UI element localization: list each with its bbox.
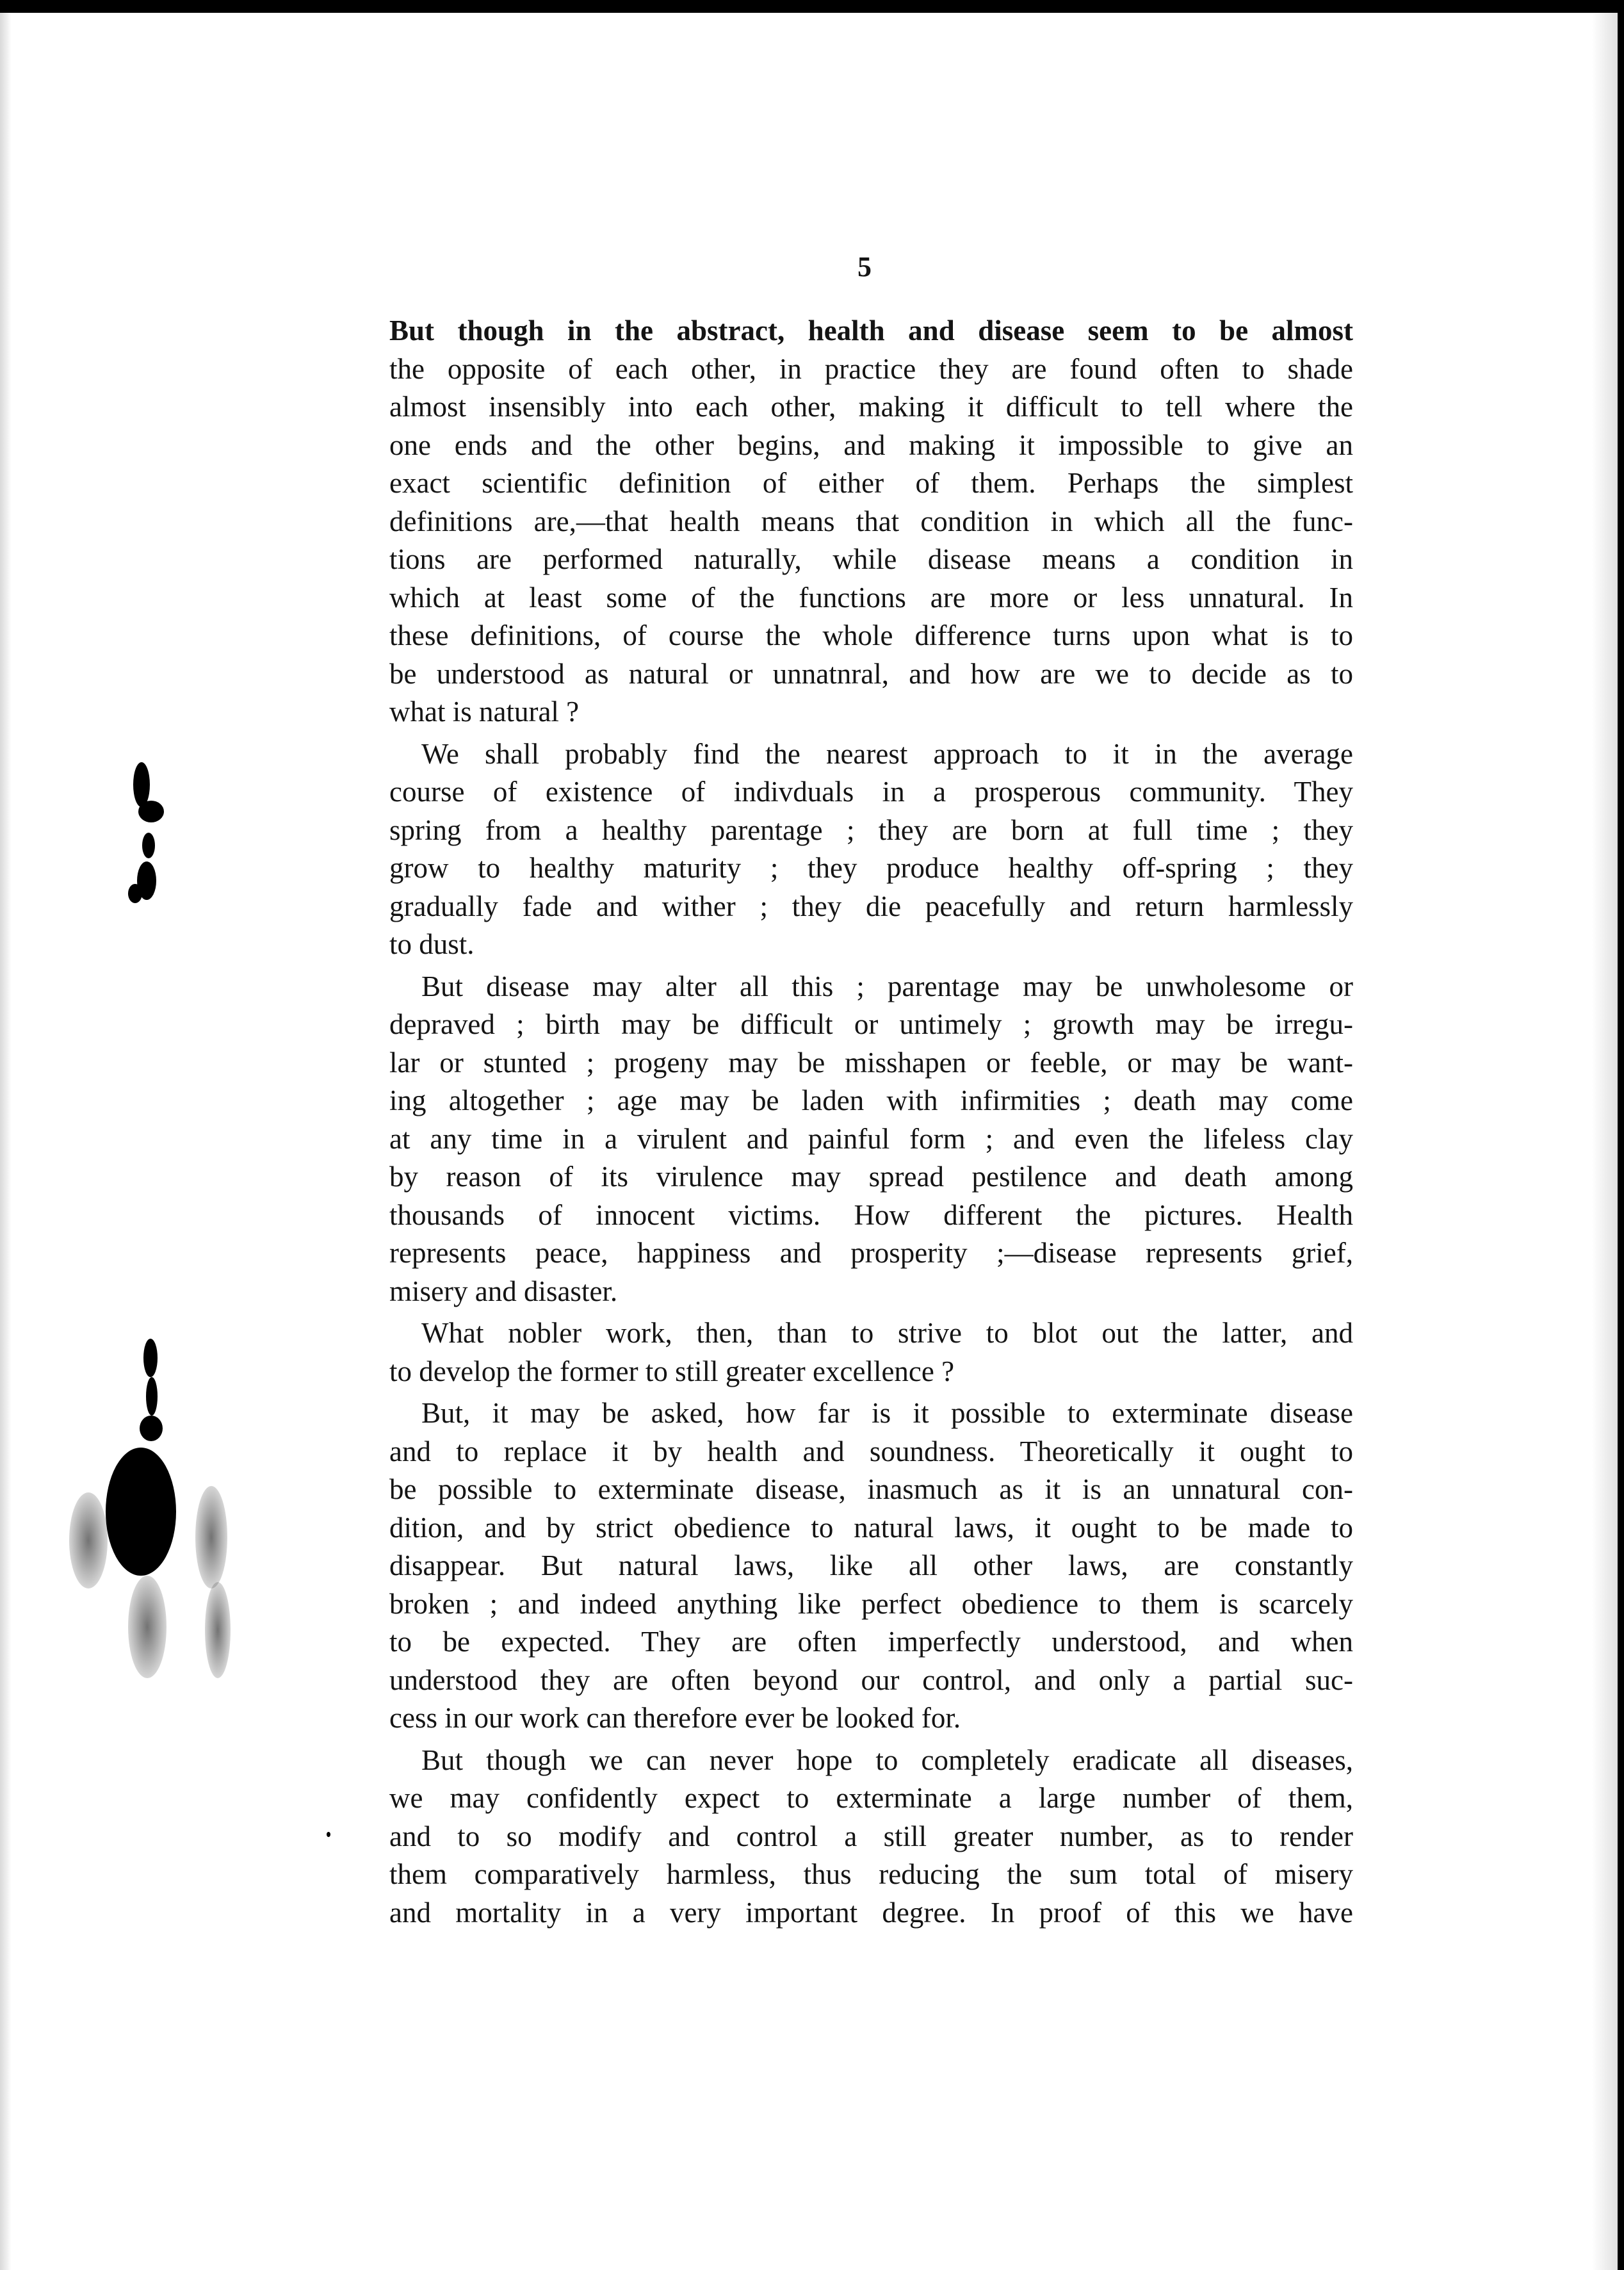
text-line: disappear. But natural laws, like all other laws, are constantly xyxy=(389,1549,1353,1581)
text-line: represents peace, happiness and prosperity ;—disease represents grief, xyxy=(389,1237,1353,1269)
text-line: at any time in a virulent and painful form ; and even the lifeless clay xyxy=(389,1122,1353,1155)
text-line: them comparatively harmless, thus reducing the sum total of misery xyxy=(389,1858,1353,1890)
text-line: exact scientific definition of either of them. Perhaps the simplest xyxy=(389,467,1353,499)
text-line: almost insensibly into each other, making it difficult to tell where the xyxy=(389,391,1353,423)
paragraph-4 xyxy=(389,1314,1353,1391)
text-line: course of existence of indivduals in a prosperous community. They xyxy=(389,776,1353,808)
text-line: be possible to exterminate disease, inasmuch as it is an unnatural con- xyxy=(389,1473,1353,1505)
text-line: We shall probably find the nearest approach to it in the average xyxy=(421,737,1353,770)
text-line: But though in the abstract, health and disease seem to be almost xyxy=(389,314,1353,347)
text-line: What nobler work, then, than to strive to blot out the latter, and xyxy=(421,1317,1353,1349)
text-line: thousands of innocent victims. How different the pictures. Health xyxy=(389,1198,1353,1231)
text-line: tions are performed naturally, while disease means a condition in xyxy=(389,543,1353,575)
text-line: spring from a healthy parentage ; they are born at full time ; they xyxy=(389,813,1353,846)
text-line: dition, and by strict obedience to natural laws, it ought to be made to xyxy=(389,1511,1353,1544)
text-line: ing altogether ; age may be laden with infirmities ; death may come xyxy=(389,1084,1353,1116)
scan-right-shadow xyxy=(1592,13,1618,2270)
text-line: we may confidently expect to exterminate a large number of them, xyxy=(389,1782,1353,1814)
text-line: cess in our work can therefore ever be looked for. xyxy=(389,1702,961,1734)
text-line: what is natural ? xyxy=(389,696,580,728)
scan-left-shadow xyxy=(0,13,12,2270)
paragraph-2 xyxy=(389,735,1353,964)
text-line: to be expected. They are often imperfectly understood, and when xyxy=(389,1626,1353,1658)
text-line: be understood as natural or unnatnral, and how are we to decide as to xyxy=(389,657,1353,690)
text-line: which at least some of the functions are more or less unnatural. In xyxy=(389,581,1353,614)
text-line: by reason of its virulence may spread pestilence and death among xyxy=(389,1161,1353,1193)
text-line: broken ; and indeed anything like perfect obedience to them is scarcely xyxy=(389,1587,1353,1620)
paragraph-6 xyxy=(389,1742,1353,1932)
paragraph-1 xyxy=(389,312,1353,731)
scan-right-border xyxy=(1618,0,1624,2270)
text-line: and to replace it by health and soundness. Theoretically it ought to xyxy=(389,1435,1353,1467)
text-line: gradually fade and wither ; they die peacefully and return harmlessly xyxy=(389,890,1353,922)
text-line: and mortality in a very important degree. In proof of this we have xyxy=(389,1896,1353,1929)
text-line: But, it may be asked, how far is it possible to exterminate disease xyxy=(421,1397,1353,1429)
text-line: But though we can never hope to completely eradicate all diseases, xyxy=(421,1743,1353,1776)
text-line: and to so modify and control a still greater number, as to render xyxy=(389,1820,1353,1852)
text-line: one ends and the other begins, and making it impossible to give an xyxy=(389,429,1353,461)
body-text xyxy=(389,312,1353,1932)
page-number: 5 xyxy=(857,251,872,282)
text-line: But disease may alter all this ; parentage may be unwholesome or xyxy=(421,970,1353,1002)
paragraph-5 xyxy=(389,1394,1353,1738)
text-line: understood they are often beyond our control, and only a partial suc- xyxy=(389,1663,1353,1696)
paragraph-3 xyxy=(389,968,1353,1311)
text-line: to develop the former to still greater excellence ? xyxy=(389,1355,955,1387)
text-line: to dust. xyxy=(389,928,475,960)
text-line: these definitions, of course the whole difference turns upon what is to xyxy=(389,619,1353,651)
text-line: the opposite of each other, in practice they are found often to shade xyxy=(389,352,1353,385)
text-line: depraved ; birth may be difficult or untimely ; growth may be irregu- xyxy=(389,1008,1353,1040)
text-line: lar or stunted ; progeny may be misshapen or feeble, or may be want- xyxy=(389,1046,1353,1079)
text-line: misery and disaster. xyxy=(389,1275,618,1307)
text-line: grow to healthy maturity ; they produce healthy off-spring ; they xyxy=(389,852,1353,884)
scan-top-border xyxy=(0,0,1624,13)
text-line: definitions are,—that health means that condition in which all the func- xyxy=(389,505,1353,537)
